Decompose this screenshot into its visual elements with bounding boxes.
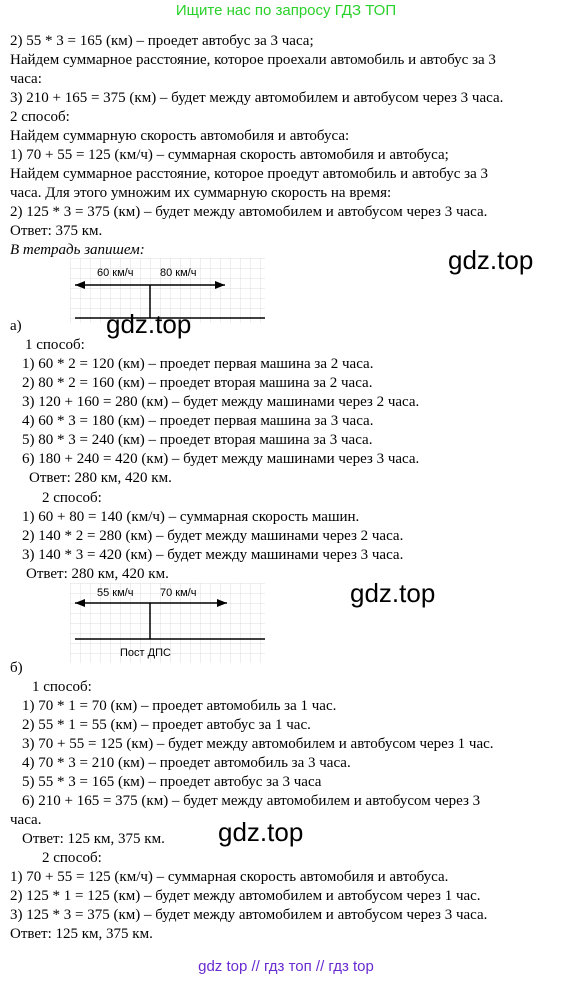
text-line: 2) 80 * 2 = 160 (км) – проедет вторая машина за 2 часа. bbox=[22, 375, 373, 391]
text-line: 1) 70 + 55 = 125 (км/ч) – суммарная скорость автомобиля и автобуса. bbox=[10, 869, 449, 885]
text-line: 1) 70 * 1 = 70 (км) – проедет автомобиль за 1 час. bbox=[22, 698, 337, 714]
text-line: 6) 180 + 240 = 420 (км) – будет между машинами через 3 часа. bbox=[22, 451, 420, 467]
text-line: часа: bbox=[10, 71, 42, 87]
text-line: 1) 70 + 55 = 125 (км/ч) – суммарная скорость автомобиля и автобуса; bbox=[10, 147, 449, 163]
speed-label-right: 80 км/ч bbox=[160, 267, 197, 279]
text-line: часа. bbox=[10, 812, 42, 828]
post-label: Пост ДПС bbox=[120, 647, 171, 659]
text-line: Найдем суммарную скорость автомобиля и автобуса: bbox=[10, 128, 350, 144]
text-line: 4) 70 * 3 = 210 (км) – проедет автомобиль за 3 часа. bbox=[22, 755, 351, 771]
text-line: 2) 55 * 3 = 165 (км) – проедет автобус за 3 часа; bbox=[10, 33, 314, 49]
text-line: 2 способ: bbox=[42, 850, 102, 866]
text-line: б) bbox=[10, 660, 23, 676]
text-line: 6) 210 + 165 = 375 (км) – будет между автомобилем и автобусом через 3 bbox=[22, 793, 481, 809]
text-line: Ответ: 280 км, 420 км. bbox=[26, 566, 169, 582]
text-line: 3) 140 * 3 = 420 (км) – будет между машинами через 3 часа. bbox=[22, 547, 404, 563]
text-line: Ответ: 125 км, 375 км. bbox=[10, 926, 153, 942]
text-line: 2) 140 * 2 = 280 (км) – будет между машинами через 2 часа. bbox=[22, 528, 404, 544]
text-line: 1) 60 + 80 = 140 (км/ч) – суммарная скорость машин. bbox=[22, 509, 360, 525]
text-line: 3) 210 + 165 = 375 (км) – будет между автомобилем и автобусом через 3 часа. bbox=[10, 90, 504, 106]
text-line: Ответ: 280 км, 420 км. bbox=[29, 470, 172, 486]
watermark: gdz.top bbox=[106, 309, 192, 339]
text-line: 3) 125 * 3 = 375 (км) – будет между автомобилем и автобусом через 3 часа. bbox=[10, 907, 488, 923]
text-line: 2) 125 * 1 = 125 (км) – будет между автомобилем и автобусом через 1 час. bbox=[10, 888, 481, 904]
text-line: 5) 80 * 3 = 240 (км) – проедет вторая машина за 3 часа. bbox=[22, 432, 373, 448]
text-line: Найдем суммарное расстояние, которое проехали автомобиль и автобус за 3 bbox=[10, 52, 496, 68]
text-line: 2 способ: bbox=[42, 490, 102, 506]
text-line: 3) 70 + 55 = 125 (км) – будет между автомобилем и автобусом через 1 час. bbox=[22, 736, 494, 752]
text-line: Найдем суммарное расстояние, которое проедут автомобиль и автобус за 3 bbox=[10, 166, 488, 182]
text-line: 2 способ: bbox=[10, 109, 70, 125]
diagram-b bbox=[70, 583, 265, 663]
text-line: 2) 125 * 3 = 375 (км) – будет между автомобилем и автобусом через 3 часа. bbox=[10, 204, 488, 220]
text-line: 1) 60 * 2 = 120 (км) – проедет первая машина за 2 часа. bbox=[22, 356, 374, 372]
text-line: Ответ: 375 км. bbox=[10, 223, 103, 239]
speed-label-left: 60 км/ч bbox=[97, 267, 134, 279]
text-line: 5) 55 * 3 = 165 (км) – проедет автобус за 3 часа bbox=[22, 774, 322, 790]
text-line: а) bbox=[10, 318, 22, 334]
site-banner: Ищите нас по запросу ГДЗ ТОП bbox=[175, 2, 397, 19]
watermark: gdz.top bbox=[350, 578, 436, 608]
text-line: 2) 55 * 1 = 55 (км) – проедет автобус за 1 час. bbox=[22, 717, 311, 733]
site-footer: gdz top // гдз топ // гдз top bbox=[198, 958, 374, 975]
text-line: 4) 60 * 3 = 180 (км) – проедет первая машина за 3 часа. bbox=[22, 413, 374, 429]
text-line: 1 способ: bbox=[25, 337, 85, 353]
watermark: gdz.top bbox=[448, 245, 534, 275]
text-line: Ответ: 125 км, 375 км. bbox=[22, 831, 165, 847]
speed-label-left: 55 км/ч bbox=[97, 587, 134, 599]
text-line: 3) 120 + 160 = 280 (км) – будет между машинами через 2 часа. bbox=[22, 394, 420, 410]
speed-label-right: 70 км/ч bbox=[160, 587, 197, 599]
text-line-italic: В тетрадь запишем: bbox=[10, 242, 145, 258]
text-line: 1 способ: bbox=[32, 679, 92, 695]
watermark: gdz.top bbox=[218, 817, 304, 847]
text-line: часа. Для этого умножим их суммарную скорость на время: bbox=[10, 185, 392, 201]
